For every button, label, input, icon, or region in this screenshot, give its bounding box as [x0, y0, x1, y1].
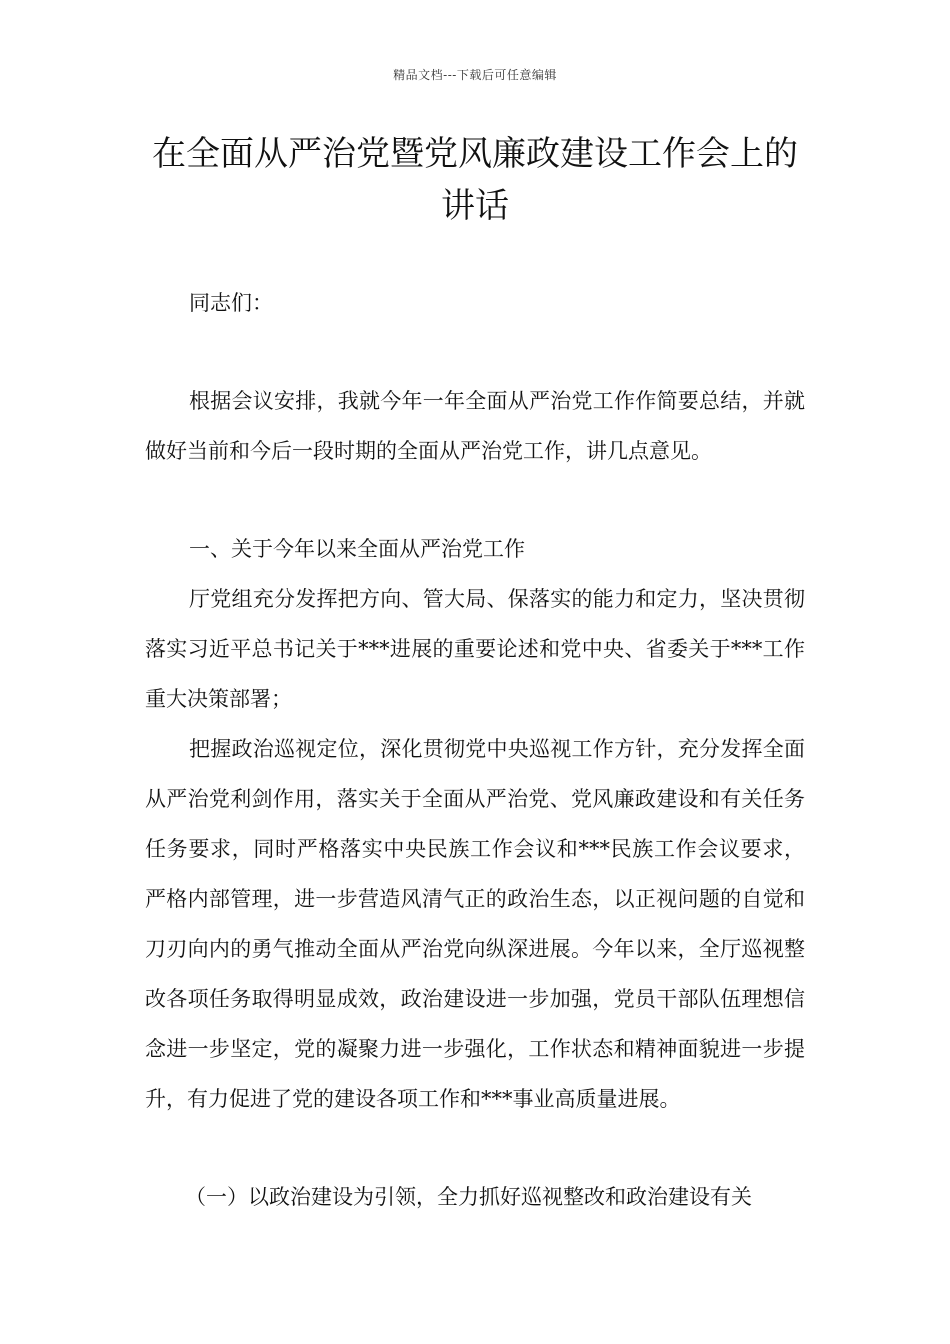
salutation: 同志们：: [189, 291, 273, 315]
page-title: 在全面从严治党暨党风廉政建设工作会上的讲话: [152, 134, 798, 226]
subsection-heading: （一）以政治建设为引领，全力抓好巡视整改和政治建设有关: [185, 1185, 752, 1209]
intro-paragraph: 根据会议安排，我就今年一年全面从严治党工作作简要总结，并就做好当前和今后一段时期的全面从严治党工作，讲几点意见。: [145, 389, 805, 463]
header-note: 精品文档---下载后可任意编辑: [393, 68, 557, 82]
section-heading: 一、关于今年以来全面从严治党工作: [189, 537, 525, 561]
body-paragraph-2: 把握政治巡视定位，深化贯彻党中央巡视工作方针，充分发挥全面从严治党利剑作用，落实关于全面从严治党、党风廉政建设和有关任务任务要求，同时严格落实中央民族工作会议和***民族工作会议要求，严格内部管理，进一步营造风清气正的政治生态，以正视问题的自觉和刀刃向内的勇气推动全面从严治党向纵深进展。今年以来，全厅巡视整改各项任务取得明显成效，政治建设进一步加强，党员干部队伍理想信念进一步坚定，党的凝聚力进一步强化，工作状态和精神面貌进一步提升，有力促进了党的建设各项工作和***事业高质量进展。: [145, 737, 805, 1111]
body-paragraph-1: 厅党组充分发挥把方向、管大局、保落实的能力和定力，坚决贯彻落实习近平总书记关于***进展的重要论述和党中央、省委关于***工作重大决策部署；: [145, 587, 805, 711]
